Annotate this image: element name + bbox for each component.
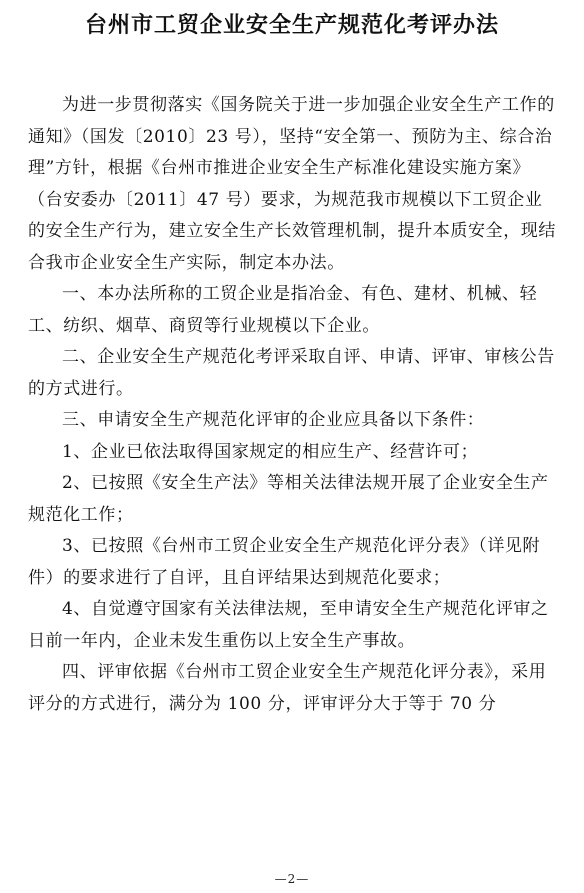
paragraph-item-1: 一、本办法所称的工贸企业是指冶金、有色、建材、机械、轻工、纺织、烟草、商贸等行业规模以下企业。 (28, 284, 538, 336)
paragraph-item-3: 三、申请安全生产规范化评审的企业应具备以下条件： (62, 410, 485, 430)
paragraph-intro: 为进一步贯彻落实《国务院关于进一步加强企业安全生产工作的通知》（国发〔2010〕23 号），坚持“安全第一、预防为主、综合治理”方针，根据《台州市推进企业安全生产标准化建设实施方案》（台安委办〔2011〕47 号）要求，为规范我市规模以下工贸企业的安全生产行为，建立安全生产长效管理机制，提升本质安全，现结合我市企业安全生产实际，制定本办法。 (28, 95, 556, 273)
paragraph-item-2: 二、企业安全生产规范化考评采取自评、申请、评审、审核公告的方式进行。 (28, 347, 555, 399)
page-number: —2— (274, 872, 310, 886)
condition-3: 3、已按照《台州市工贸企业安全生产规范化评分表》（详见附件）的要求进行了自评，且自评结果达到规范化要求； (28, 536, 541, 588)
condition-2: 2、已按照《安全生产法》等相关法律法规开展了企业安全生产规范化工作； (28, 473, 549, 525)
condition-1: 1、企业已依法取得国家规定的相应生产、经营许可； (62, 441, 479, 462)
document-body (28, 90, 556, 720)
paragraph-item-4: 四、评审依据《台州市工贸企业安全生产规范化评分表》，采用评分的方式进行，满分为 100 分，评审评分大于等于 70 分 (28, 662, 547, 714)
condition-4: 4、自觉遵守国家有关法律法规，至申请安全生产规范化评审之日前一年内，企业未发生重伤以上安全生产事故。 (28, 599, 549, 651)
document-title: 台州市工贸企业安全生产规范化考评办法 (84, 12, 499, 38)
